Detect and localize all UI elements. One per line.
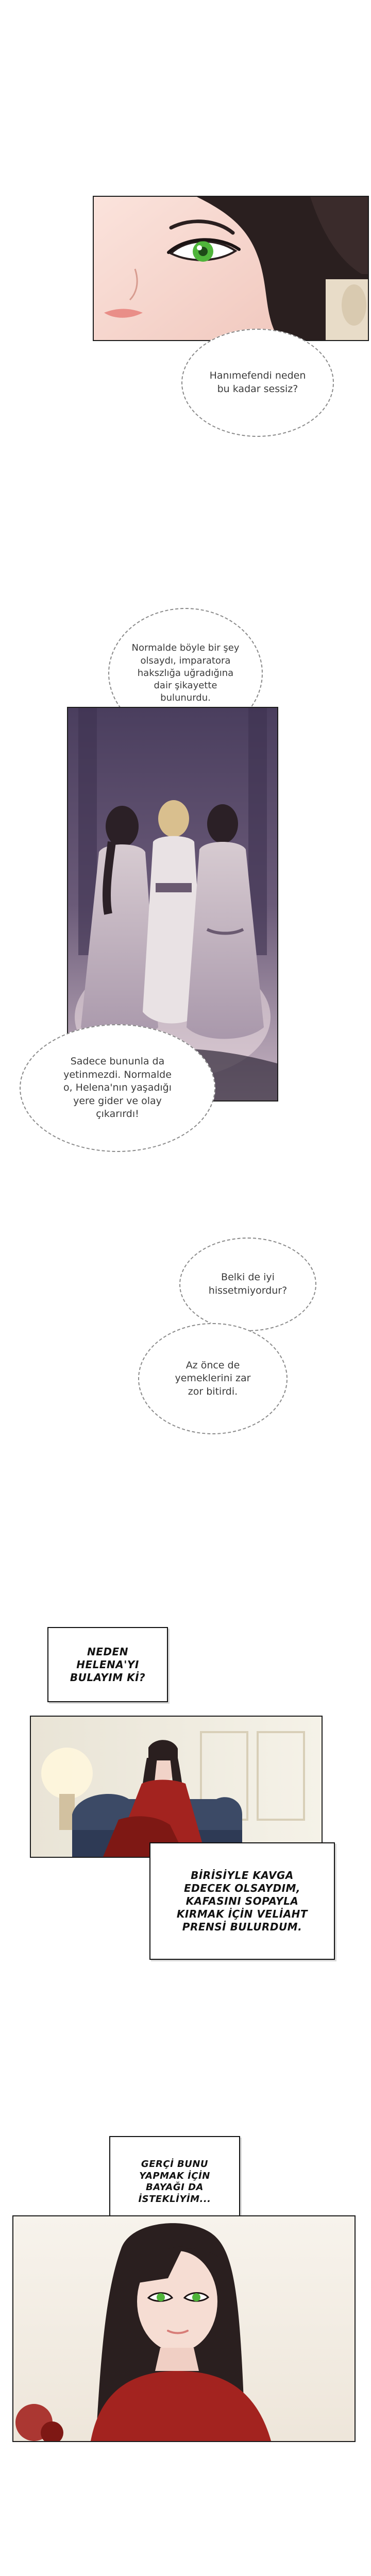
speech-bubble-5: Az önce de yemeklerini zar zor bitirdi. <box>138 1323 288 1434</box>
panel-final-portrait <box>12 2215 356 2442</box>
narration-box-3: GERÇİ BUNU YAPMAK İÇİN BAYAĞI DA İSTEKLİYİM... <box>109 2136 240 2228</box>
woman-on-couch-illustration <box>31 1717 322 1857</box>
panel-closeup-eye <box>93 196 369 341</box>
speech-bubble-1: Hanımefendi neden bu kadar sessiz? <box>181 329 334 437</box>
speech-bubble-4: Belki de iyi hissetmiyordur? <box>179 1238 316 1331</box>
speech-bubble-2: Normalde böyle bir şey olsaydı, imparatora hakszlığa uğradığına dair şikayette bulunurdu. <box>108 608 263 739</box>
final-portrait-illustration <box>13 2216 355 2441</box>
narration-box-2: BİRİSİYLE KAVGA EDECEK OLSAYDIM, KAFASINI SOPAYLA KIRMAK İÇİN VELİAHT PRENSİ BULURDUM. <box>149 1842 335 1960</box>
narration-box-1: NEDEN HELENA'YI BULAYIM Kİ? <box>47 1627 168 1702</box>
panel-woman-on-couch <box>30 1716 323 1858</box>
speech-bubble-3: Sadece bununla da yetinmezdi. Normalde o, Helena'nın yaşadığı yere gider ve olay çıkarırdı! <box>20 1024 215 1152</box>
closeup-eye-illustration <box>94 197 368 340</box>
